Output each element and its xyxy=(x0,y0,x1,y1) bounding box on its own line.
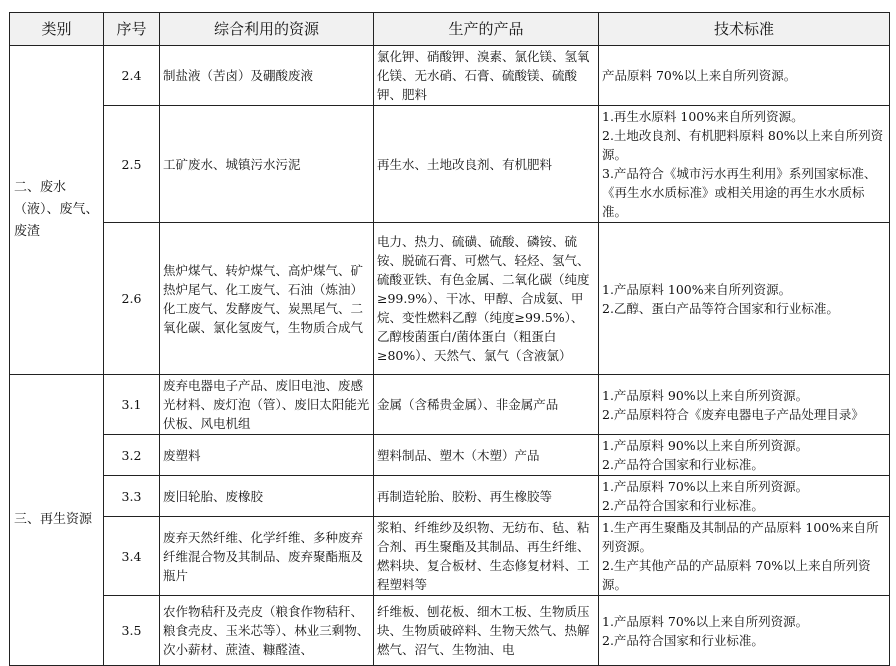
table-row xyxy=(10,375,890,435)
seq-cell: 3.2 xyxy=(104,435,160,476)
standard-cell xyxy=(599,375,890,435)
standard-line: 产品原料 70%以上来自所列资源。 xyxy=(602,68,797,83)
resource-cell: 废弃电器电子产品、废旧电池、废感光材料、废灯泡（管）、废旧太阳能光伏板、风电机组 xyxy=(160,375,374,435)
table-row xyxy=(10,223,890,375)
header-product: 生产的产品 xyxy=(374,13,599,46)
standard-line: 1.产品原料 90%以上来自所列资源。 xyxy=(602,438,809,453)
resource-table xyxy=(9,12,890,666)
product-cell: 电力、热力、硫磺、硫酸、磷铵、硫铵、脱硫石膏、可燃气、轻烃、氢气、硫酸亚铁、有色金属、二氧化碳（纯度≥99.9%）、干冰、甲醇、合成氨、甲烷、变性燃料乙醇（纯度≥99.5%）、乙醇梭菌蛋白/菌体蛋白（粗蛋白≥80%）、天然气、氯气（含液氯） xyxy=(374,223,599,375)
table-row xyxy=(10,596,890,666)
standard-line: 3.产品符合《城市污水再生利用》系列国家标准、《再生水水质标准》或相关用途的再生水水质标准。 xyxy=(602,166,877,219)
standard-line: 2.土地改良剂、有机肥料原料 80%以上来自所列资源。 xyxy=(602,128,884,162)
standard-line: 2.生产其他产品的产品原料 70%以上来自所列资源。 xyxy=(602,558,871,592)
standard-line: 1.产品原料 100%来自所列资源。 xyxy=(602,281,792,297)
header-category: 类别 xyxy=(10,13,104,46)
seq-cell: 3.5 xyxy=(104,596,160,666)
resource-cell: 废旧轮胎、废橡胶 xyxy=(160,476,374,517)
seq-cell: 3.1 xyxy=(104,375,160,435)
resource-cell: 制盐液（苦卤）及硼酸废液 xyxy=(160,46,374,106)
standard-line: 1.生产再生聚酯及其制品的产品原料 100%来自所列资源。 xyxy=(602,520,879,554)
standard-cell xyxy=(599,106,890,223)
product-cell: 再制造轮胎、胶粉、再生橡胶等 xyxy=(374,476,599,517)
header-standard: 技术标准 xyxy=(599,13,890,46)
standard-cell xyxy=(599,517,890,596)
table-row xyxy=(10,106,890,223)
standard-cell xyxy=(599,596,890,666)
product-cell: 氯化钾、硝酸钾、溴素、氯化镁、氢氧化镁、无水硝、石膏、硫酸镁、硫酸钾、肥料 xyxy=(374,46,599,106)
table-row xyxy=(10,46,890,106)
resource-cell: 工矿废水、城镇污水污泥 xyxy=(160,106,374,223)
product-cell: 再生水、土地改良剂、有机肥料 xyxy=(374,106,599,223)
standard-line: 1.再生水原料 100%来自所列资源。 xyxy=(602,109,804,124)
seq-cell: 2.4 xyxy=(104,46,160,106)
product-cell: 金属（含稀贵金属）、非金属产品 xyxy=(374,375,599,435)
table-wrapper xyxy=(9,12,889,657)
product-cell: 纤维板、刨花板、细木工板、生物质压块、生物质破碎料、生物天然气、热解燃气、沼气、生物油、电 xyxy=(374,596,599,666)
standard-line: 1.产品原料 90%以上来自所列资源。 xyxy=(602,387,809,403)
standard-cell xyxy=(599,223,890,375)
header-row xyxy=(10,13,890,46)
product-cell: 浆粕、纤维纱及织物、无纺布、毡、粘合剂、再生聚酯及其制品、再生纤维、燃料块、复合板材、生态修复材料、工程塑料等 xyxy=(374,517,599,596)
resource-cell: 废弃天然纤维、化学纤维、多种废弃纤维混合物及其制品、废弃聚酯瓶及瓶片 xyxy=(160,517,374,596)
standard-line: 2.产品符合国家和行业标准。 xyxy=(602,498,764,513)
standard-cell xyxy=(599,435,890,476)
header-seq: 序号 xyxy=(104,13,160,46)
seq-cell: 3.4 xyxy=(104,517,160,596)
seq-cell: 2.5 xyxy=(104,106,160,223)
table-row xyxy=(10,476,890,517)
resource-cell: 废塑料 xyxy=(160,435,374,476)
standard-line: 2.产品原料符合《废弃电器电子产品处理目录》 xyxy=(602,406,864,422)
seq-cell: 3.3 xyxy=(104,476,160,517)
resource-cell: 焦炉煤气、转炉煤气、高炉煤气、矿热炉尾气、化工废气、石油（炼油）化工废气、发酵废气、炭黑尾气、二氧化碳、氯化氢废气，生物质合成气 xyxy=(160,223,374,375)
standard-cell xyxy=(599,476,890,517)
standard-line: 1.产品原料 70%以上来自所列资源。 xyxy=(602,479,809,494)
table-row xyxy=(10,435,890,476)
standard-line: 2.产品符合国家和行业标准。 xyxy=(602,457,764,472)
category-cell: 三、再生资源 xyxy=(10,375,104,666)
standard-line: 2.乙醇、蛋白产品等符合国家和行业标准。 xyxy=(602,300,839,316)
seq-cell: 2.6 xyxy=(104,223,160,375)
standard-cell xyxy=(599,46,890,106)
resource-cell: 农作物秸秆及壳皮（粮食作物秸秆、粮食壳皮、玉米芯等）、林业三剩物、次小薪材、蔗渣、糠醛渣、 xyxy=(160,596,374,666)
category-cell: 二、废水（液）、废气、废渣 xyxy=(10,46,104,375)
table-row xyxy=(10,517,890,596)
standard-line: 2.产品符合国家和行业标准。 xyxy=(602,632,764,648)
header-resource: 综合利用的资源 xyxy=(160,13,374,46)
product-cell: 塑料制品、塑木（木塑）产品 xyxy=(374,435,599,476)
standard-line: 1.产品原料 70%以上来自所列资源。 xyxy=(602,613,809,629)
